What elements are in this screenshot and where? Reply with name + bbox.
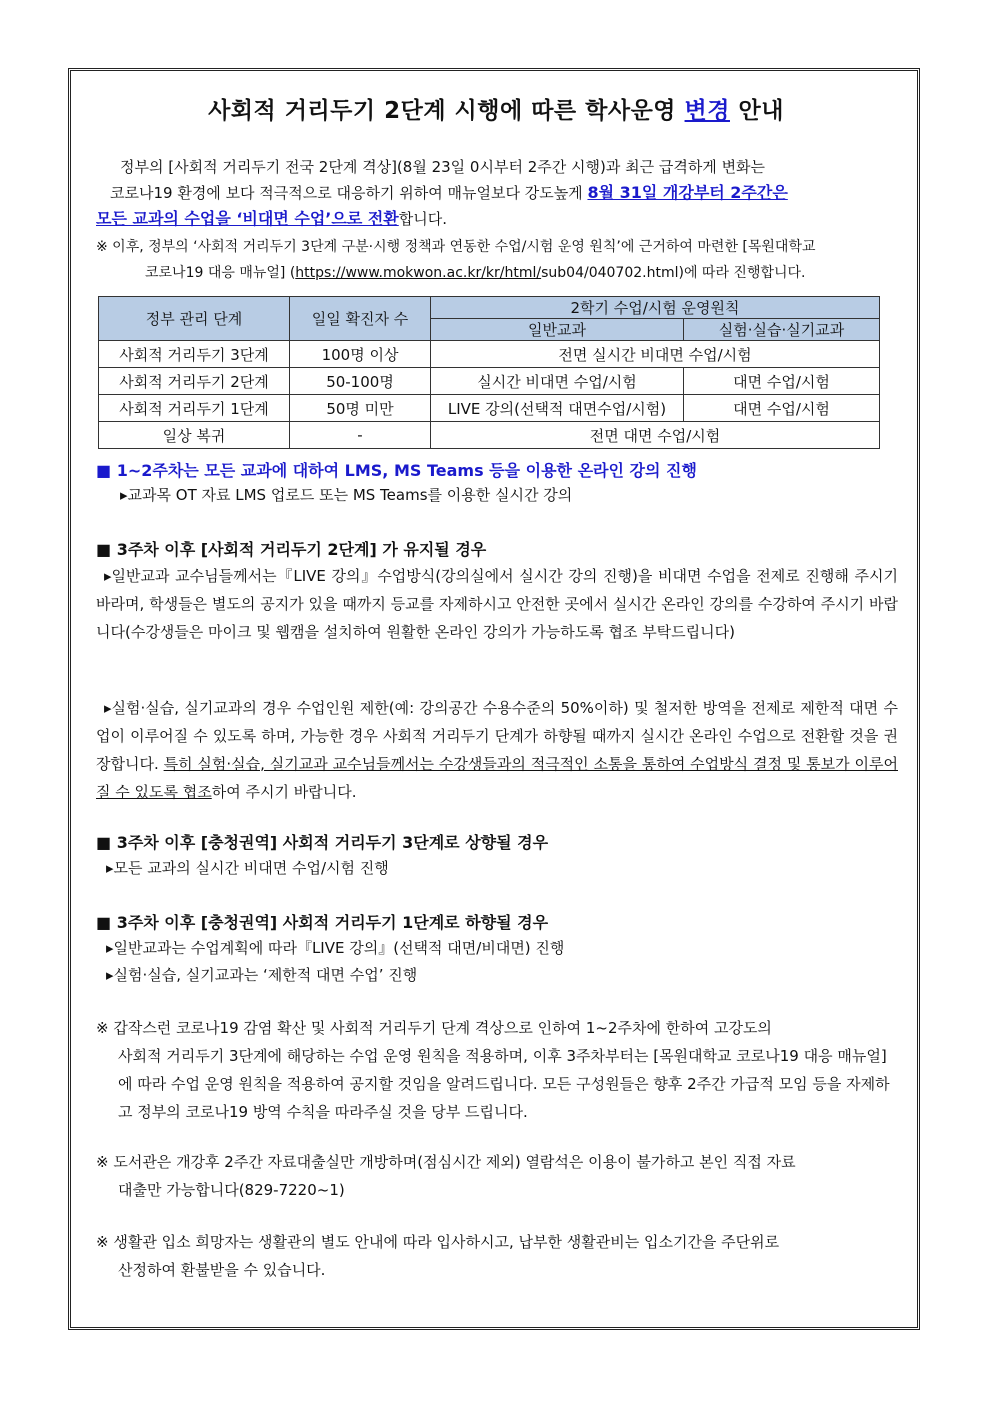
cell-lab: 대면 수업/시험 [684, 368, 880, 395]
page-title [0, 92, 992, 125]
note-covid-line1: ※ 갑작스런 코로나19 감염 확산 및 사회적 거리두기 단계 격상으로 인하여 1~2주차에 한하여 고강도의 [96, 1019, 772, 1037]
section2-para2-text: ▸실험·실습, 실기교과의 경우 수업인원 제한(예: 강의공간 수용수준의 50%이하) 및 철저한 방역을 전제로 제한적 대면 수업이 이루어질 수 있도록 하며, 가능한 경우 사회적 거리두기 단계가 하향될 때까지 실시간 온라인 수업으로 전환할 것을 권장합니다. [96, 699, 898, 773]
section2-para2-tail: 하여 주시기 바랍니다. [211, 783, 357, 801]
cell-cases: 100명 이상 [290, 341, 431, 368]
cell-principle: 전면 대면 수업/시험 [431, 422, 880, 449]
cell-principle: 전면 실시간 비대면 수업/시험 [431, 341, 880, 368]
section4-bullet1: ▸일반교과는 수업계획에 따라『LIVE 강의』(선택적 대면/비대면) 진행 [106, 939, 565, 957]
section3-heading: ■ 3주차 이후 [충청권역] 사회적 거리두기 3단계로 상향될 경우 [96, 833, 549, 852]
section4-heading: ■ 3주차 이후 [충청권역] 사회적 거리두기 1단계로 하향될 경우 [96, 913, 549, 932]
cell-cases: - [290, 422, 431, 449]
title-highlight: 변경 [684, 98, 730, 124]
header-lab: 실험·실습·실기교과 [684, 319, 880, 341]
manual-link[interactable]: https://www.mokwon.ac.kr/kr/html/ [295, 265, 542, 281]
intro-highlight-remote: 모든 교과의 수업을 ‘비대면 수업’으로 전환 [96, 209, 399, 228]
notice-line2 [145, 260, 806, 286]
cell-stage: 사회적 거리두기 3단계 [99, 341, 290, 368]
section1-heading: ■ 1~2주차는 모든 교과에 대하여 LMS, MS Teams 등을 이용한 온라인 강의 진행 [96, 461, 697, 480]
note-dormitory-line2: 산정하여 환불받을 수 있습니다. [118, 1261, 326, 1279]
intro-line3 [96, 206, 447, 232]
section2-heading: ■ 3주차 이후 [사회적 거리두기 2단계] 가 유지될 경우 [96, 540, 487, 559]
header-principle: 2학기 수업/시험 운영원칙 [431, 297, 880, 319]
table-row [99, 395, 880, 422]
note-library-line1: ※ 도서관은 개강후 2주간 자료대출실만 개방하며(점심시간 제외) 열람석은 이용이 불가하고 본인 직접 자료 [96, 1153, 796, 1171]
cell-general: LIVE 강의(선택적 대면수업/시험) [431, 395, 684, 422]
note-library-line2: 대출만 가능합니다(829-7220~1) [118, 1181, 345, 1199]
operation-table [98, 296, 880, 449]
note-library [96, 1148, 898, 1204]
cell-general: 실시간 비대면 수업/시험 [431, 368, 684, 395]
header-stage: 정부 관리 단계 [99, 297, 290, 341]
note-dormitory-line1: ※ 생활관 입소 희망자는 생활관의 별도 안내에 따라 입사하시고, 납부한 생활관비는 입소기간을 주단위로 [96, 1233, 780, 1251]
intro-line2-text: 코로나19 환경에 보다 적극적으로 대응하기 위하여 매뉴얼보다 강도높게 [110, 184, 588, 202]
note-covid-body: 사회적 거리두기 3단계에 해당하는 수업 운영 원칙을 적용하며, 이후 3주차부터는 [목원대학교 코로나19 대응 매뉴얼]에 따라 수업 운영 원칙을 적용하여 공지할 것임을 알려드립니다. 모든 구성원들은 향후 2주간 가급적 모임 등을 자제하고 정부의 코로나19 방역 수칙을 따라주실 것을 당부 드립니다. [118, 1047, 890, 1121]
section4-bullet2: ▸실험·실습, 실기교과는 ‘제한적 대면 수업’ 진행 [106, 966, 418, 984]
cell-cases: 50명 미만 [290, 395, 431, 422]
notice-text: 코로나19 대응 매뉴얼] ( [145, 265, 296, 281]
section1-bullet: ▸교과목 OT 자료 LMS 업로드 또는 MS Teams를 이용한 실시간 강의 [120, 486, 573, 504]
table-row [99, 341, 880, 368]
title-tail: 안내 [729, 98, 784, 124]
table-row [99, 422, 880, 449]
header-cases: 일일 확진자 수 [290, 297, 431, 341]
cell-stage: 사회적 거리두기 1단계 [99, 395, 290, 422]
cell-lab: 대면 수업/시험 [684, 395, 880, 422]
notice-line1: ※ 이후, 정부의 ‘사회적 거리두기 3단계 구분·시행 정책과 연동한 수업/시험 운영 원칙’에 근거하여 마련한 [목원대학교 [96, 239, 816, 255]
intro-line1: 정부의 [사회적 거리두기 전국 2단계 격상](8월 23일 0시부터 2주간 시행)과 최근 급격하게 변화는 [120, 158, 766, 176]
cell-cases: 50-100명 [290, 368, 431, 395]
section2-para2-underlined: 특히 실험·실습, 실기교과 교수님들께서는 수강생들과의 적극적인 소통을 통하여 수업방식 결정 및 통보가 이루어질 수 있도록 협조 [96, 755, 898, 801]
section3-bullet: ▸모든 교과의 실시간 비대면 수업/시험 진행 [106, 859, 389, 877]
cell-stage: 일상 복귀 [99, 422, 290, 449]
section2-para2 [96, 694, 898, 806]
title-main: 사회적 거리두기 2단계 시행에 따른 학사운영 [208, 98, 685, 124]
note-covid [96, 1014, 898, 1126]
cell-stage: 사회적 거리두기 2단계 [99, 368, 290, 395]
note-dormitory [96, 1228, 898, 1284]
section2-para1: ▸일반교과 교수님들께서는『LIVE 강의』수업방식(강의실에서 실시간 강의 진행)을 비대면 수업을 전제로 진행해 주시기 바라며, 학생들은 별도의 공지가 있을 때까지 등교를 자제하시고 안전한 곳에서 실시간 온라인 강의를 수강하여 주시기 바랍니다(수강생들은 마이크 및 웹캠을 설치하여 원활한 온라인 강의가 가능하도록 협조 부탁드립니다) [96, 567, 898, 641]
header-general: 일반교과 [431, 319, 684, 341]
intro-highlight-date: 8월 31일 개강부터 2주간은 [587, 183, 788, 202]
notice-tail: sub04/040702.html)에 따라 진행합니다. [541, 265, 806, 281]
intro-line2 [110, 180, 788, 206]
intro-line3-tail: 합니다. [398, 210, 448, 228]
table-row [99, 368, 880, 395]
table-header-row [99, 297, 880, 319]
